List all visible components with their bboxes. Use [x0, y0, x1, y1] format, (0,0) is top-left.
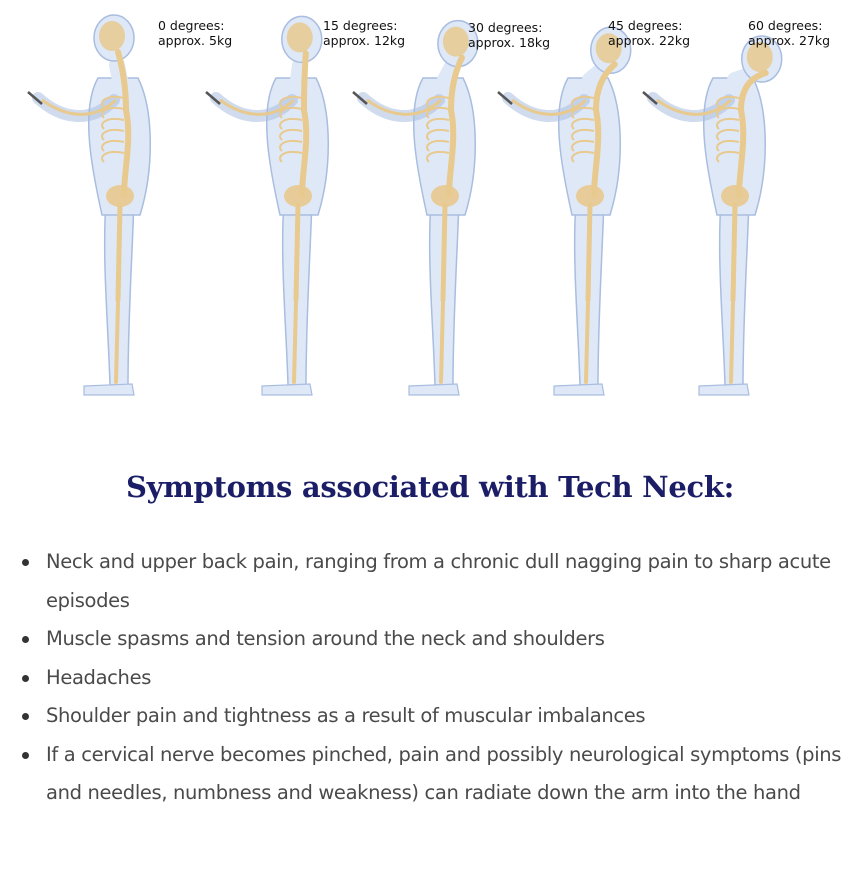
list-item: Neck and upper back pain, ranging from a chronic dull nagging pain to sharp acute episodes [46, 543, 846, 620]
weight-label: approx. 22kg [608, 33, 691, 48]
standing-figure-0 [28, 15, 150, 395]
figure-label-4 [748, 18, 830, 48]
standing-figure-1 [206, 16, 328, 395]
standing-figure-3 [498, 27, 631, 395]
angle-label: 0 degrees: [158, 18, 225, 33]
tech-neck-illustration [0, 0, 860, 420]
figure-label-0 [158, 18, 232, 48]
angle-label: 30 degrees: [468, 20, 543, 35]
figure-label-1 [323, 18, 405, 48]
figure-label-2 [468, 20, 550, 50]
weight-label: approx. 27kg [748, 33, 831, 48]
list-item: Headaches [46, 659, 846, 698]
symptom-list [46, 543, 846, 813]
weight-label: approx. 18kg [468, 35, 551, 50]
posture-figures [0, 0, 860, 420]
angle-label: 45 degrees: [608, 18, 683, 33]
standing-figure-2 [353, 21, 478, 395]
angle-label: 15 degrees: [323, 18, 398, 33]
standing-figure-4 [643, 36, 782, 395]
list-item: Shoulder pain and tightness as a result of muscular imbalances [46, 697, 846, 736]
figure-label-3 [608, 18, 690, 48]
list-item: Muscle spasms and tension around the neck and shoulders [46, 620, 846, 659]
list-item: If a cervical nerve becomes pinched, pain and possibly neurological symptoms (pins and needles, numbness and weakness) can radiate down the arm into the hand [46, 736, 846, 813]
section-heading: Symptoms associated with Tech Neck: [125, 470, 735, 504]
weight-label: approx. 5kg [158, 33, 233, 48]
angle-label: 60 degrees: [748, 18, 823, 33]
weight-label: approx. 12kg [323, 33, 406, 48]
